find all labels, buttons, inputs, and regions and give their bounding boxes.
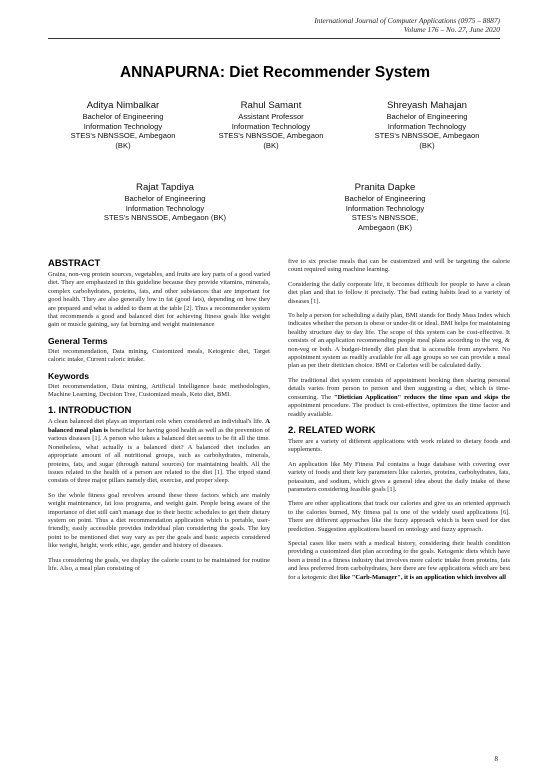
introduction-heading: 1. INTRODUCTION: [48, 405, 132, 417]
introduction-paragraph: Thus considering the goals, we display the calorie count to be maintained for routine life. Also, a meal plan consisting of: [48, 556, 270, 572]
author-name: Aditya Nimbalkar: [86, 100, 160, 111]
author-affiliation-line: Information Technology: [125, 203, 205, 213]
keywords-text: Diet recommendation, Data mining, Artificial Intelligence basic methodologies, Machine Learning, Decision Tree, Customized meals, Keto diet, BMI.: [48, 382, 270, 399]
author-affiliation-line: Assistant Professor: [238, 112, 304, 121]
author-affiliation-line: Bachelor of Engineering: [82, 112, 164, 121]
body-paragraph: There are a variety of different applications with work related to dietary foods and supplements.: [288, 437, 510, 454]
author-name: Rajat Tapdiya: [136, 182, 194, 193]
author-name: Rahul Samant: [240, 100, 302, 111]
author-block: [80, 182, 250, 223]
author-affiliation-line: Information Technology: [387, 121, 467, 131]
general-terms-heading: General Terms: [48, 335, 108, 346]
author-affiliation-line: STES's NBNSSOE, Ambegaon: [218, 131, 324, 141]
author-affiliation-line: Information Technology: [231, 121, 311, 131]
page-number: 8: [494, 755, 498, 763]
body-paragraph: Special cases like users with a medical history, considering their health condition providing a customized diet plan according to the goals. Ketogenic diets which have been a trend in a fitness industry that involves more caloric intake from proteins, fats and less preferred from carbohydrates, here there are few applications which are best for a ketogenic diet like "Carb-Manager", it is an application which involves all: [288, 539, 510, 581]
right-column: [288, 258, 510, 588]
body-paragraph: There are other applications that track our calories and give us an oriented approach to the calories burned, My fitness pal is one of the widely used applications [6]. There are different approaches like the fuzzy approach which is been used for diet prediction. Suggestion applications based on ontology and fuzzy approach.: [288, 500, 510, 533]
author-affiliation-line: STES's NBNSSOE, Ambegaon (BK): [103, 213, 227, 223]
body-paragraph: The traditional diet system consists of appointment booking then sharing personal details varies from person to person and then suggesting a diet, which is time-consuming. The "Dietician Application" reduces the time span and skips the appointment procedure. The product is cost-effective, optimizes the time factor and readily available.: [288, 376, 510, 418]
author-affiliation-line: Bachelor of Engineering: [124, 194, 206, 203]
paper-title: ANNAPURNA: Diet Recommender System: [119, 64, 431, 81]
author-affiliation-line: Information Technology: [83, 121, 163, 131]
author-affiliation-line: STES's NBNSSOE,: [351, 213, 419, 223]
abstract-heading: ABSTRACT: [48, 258, 101, 269]
author-block: [48, 100, 198, 150]
keywords-heading: Keywords: [48, 370, 90, 381]
author-block: [352, 100, 502, 150]
author-affiliation-line: (BK): [263, 140, 279, 150]
body-paragraph: An application like My Fitness Pal contains a huge database with covering over variety of foods and their key parameters like calories, proteins, carbohydrates, fats, potassium, and sodium, which gives a general idea about the daily intake of these parameters considering feasible goals [1].: [288, 460, 510, 493]
running-header: [314, 16, 500, 34]
journal-volume: Volume 176 – No. 27, June 2020: [403, 25, 500, 34]
body-paragraph: To help a person for scheduling a daily plan, BMI stands for Body Mass Index which indicates whether the person is obese or under-fit or ideal. BMI helps for maintaining healthy structure day to day life. The scope of this system can be cost-effective. It consists of an application recommending people meal plans according to the veg, & non-veg or both. A budget-friendly diet plan that is accessible from anywhere. No appointment system as readily available for all age groups so we can provide a meal plan as per their dietician choice. BMI or Calories will be calculated daily.: [288, 312, 510, 370]
body-paragraph: five to six precise meals that can be customized and will be targeting the calorie count required using machine learning.: [288, 258, 510, 274]
introduction-paragraph: So the whole fitness goal revolves around these three factors which are mainly weight maintenance, fat loss programs, and weight gain. People being aware of the importance of diet still can't manage due to their hectic schedules to get their dietary system on point. Thus a diet recommendation application which is portable, user-friendly, easily accessible provides individual plan considering the goals. The key point to be mentioned diet way vary as per the goals and basic aspects considered like weight, height, work ethic, age, gender and history of diseases.: [48, 491, 270, 550]
author-affiliation-line: (BK): [115, 140, 131, 150]
author-affiliation-line: Bachelor of Engineering: [344, 194, 426, 203]
author-affiliation-line: STES's NBNSSOE, Ambegaon: [70, 131, 176, 141]
author-affiliation-line: Ambegaon (BK): [357, 222, 413, 232]
author-block: [196, 100, 346, 150]
author-name: Shreyash Mahajan: [387, 100, 467, 111]
author-block: [300, 182, 470, 232]
introduction-paragraph: A clean balanced diet plays an important role when considered an individual's life. A balanced meal plan is beneficial for having good health as well as the prevention of various diseases [1]. A person who takes a balanced diet seems to be fit all the time. Nonetheless, what actually is a balanced diet? A balanced diet includes an appropriate amount of all nutritional groups, such as carbohydrates, minerals, proteins, fats, and sugar (through natural sources) for maintaining health. All the issues related to the health of a person are related to the diet [1]. The tripod stand consists of three major pillars namely diet, exercise, and proper sleep.: [48, 418, 270, 485]
author-name: Pranita Dapke: [354, 182, 416, 193]
author-affiliation-line: Information Technology: [345, 203, 425, 213]
header-rule: [48, 38, 500, 39]
left-column: [48, 258, 270, 579]
journal-name: International Journal of Computer Applications (0975 – 8887): [314, 16, 500, 25]
related-work-heading: 2. RELATED WORK: [288, 424, 376, 436]
author-affiliation-line: STES's NBNSSOE, Ambegaon: [374, 131, 480, 141]
general-terms-text: Diet recommendation, Data mining, Customized meals, Ketogenic diet, Target caloric intake, Current caloric intake.: [48, 347, 270, 364]
author-affiliation-line: Bachelor of Engineering: [386, 112, 468, 121]
abstract-text: Grains, non-veg protein sources, vegetables, and fruits are key parts of a good varied diet. They are emphasized in this guideline because they provide vitamins, minerals, complex carbohydrates, proteins, fats, and other substances that are important for good health. They are also generally low in fat (good fats), depending on how they are prepared and what is added to them at the table [2]. Thus a recommender system that recommends a good and balanced diet for achieving fitness goals like weight gain or muscle gaining, say fat burning and weight maintenance: [48, 271, 270, 329]
body-paragraph: Considering the daily corporate life, it becomes difficult for people to have a clean diet plan and that to follow it precisely. The bad eating habits lead to a variety of diseases [1].: [288, 280, 510, 305]
author-affiliation-line: (BK): [419, 140, 435, 150]
